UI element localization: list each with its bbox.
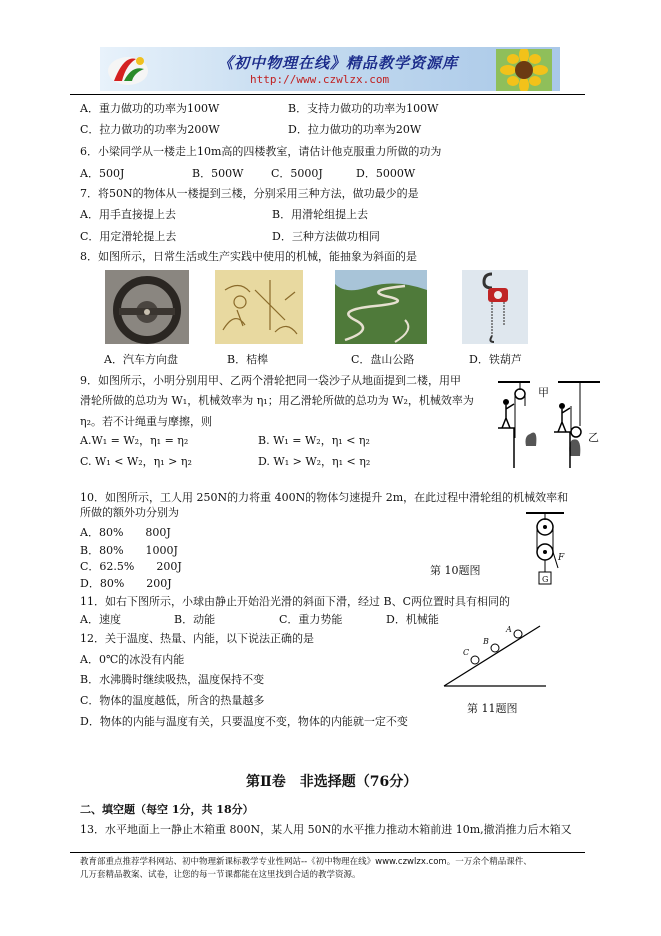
- q9-option-c: C. W₁ < W₂，η₁ > η₂: [80, 455, 192, 468]
- q8-caption-d: D．铁葫芦: [469, 353, 522, 366]
- section-title: 第Ⅱ卷 非选择题（76分）: [246, 774, 418, 790]
- q8-stem: 8．如图所示，日常生活或生产实践中使用的机械，能抽象为斜面的是: [80, 250, 417, 263]
- q8-caption-a: A．汽车方向盘: [104, 353, 178, 366]
- q6-option-b: B．500W: [192, 167, 244, 180]
- footer: [80, 856, 532, 882]
- q5-option-a: A．重力做功的功率为100W: [80, 102, 220, 115]
- q6-option-a: A．500J: [80, 167, 125, 180]
- steering-wheel-icon: [105, 270, 189, 344]
- q10-line-2: 所做的额外功分别为: [80, 506, 179, 519]
- q12-option-d: D．物体的内能与温度有关，只要温度不变，物体的内能就一定不变: [80, 715, 408, 728]
- q10-option-b: B．80% 1000J: [80, 544, 178, 557]
- well-sweep-icon: [215, 270, 303, 344]
- q6-stem: 6．小梁同学从一楼走上10m高的四楼教室，请估计他克服重力所做的功为: [80, 145, 442, 158]
- header-banner: [100, 47, 560, 91]
- q9-fig-label-yi: 乙: [588, 431, 599, 444]
- header-title: 《初中物理在线》精品教学资源库: [218, 54, 459, 72]
- pulley-figure-q9: [496, 376, 606, 468]
- q7-option-c: C．用定滑轮提上去: [80, 230, 177, 243]
- q9-option-b: B. W₁ = W₂，η₁ < η₂: [258, 434, 370, 447]
- footer-line-2: 几万套精品教案、试卷，让您的每一节课都能在这里找到合适的教学资源。: [80, 870, 361, 880]
- q11-fig-caption: 第 11题图: [467, 702, 518, 715]
- footer-line-1: 教育部重点推荐学科网站、初中物理新课标教学专业性网站--《初中物理在线》www.czwlzx.com。一万余个精品课件、: [80, 857, 532, 867]
- q8-caption-b: B．桔槔: [227, 353, 269, 366]
- q12-option-b: B．水沸腾时继续吸热，温度保持不变: [80, 673, 265, 686]
- q10-option-a: A．80% 800J: [80, 526, 171, 539]
- sunflower-icon: [496, 49, 552, 91]
- q6-option-c: C．5000J: [271, 167, 323, 180]
- q9-fig-label-jia: 甲: [538, 386, 549, 399]
- q11-stem: 11．如右下图所示，小球由静止开始沿光滑的斜面下滑，经过 B、C两位置时具有相同的: [80, 595, 510, 608]
- mountain-road-icon: [335, 270, 427, 344]
- footer-rule: [70, 852, 585, 853]
- chain-hoist-icon: [462, 270, 528, 344]
- q9-line-2: 滑轮所做的总功为 W₁，机械效率为 η₁；用乙滑轮所做的总功为 W₂，机械效率为: [80, 394, 474, 407]
- chain-hoist-image: [462, 270, 528, 344]
- q5-option-c: C．拉力做功的功率为200W: [80, 123, 220, 136]
- q5-option-b: B．支持力做功的功率为100W: [288, 102, 439, 115]
- q11-option-d: D．机械能: [386, 613, 439, 626]
- q9-line-1: 9．如图所示，小明分别用甲、乙两个滑轮把同一袋沙子从地面提到二楼，用甲: [80, 374, 461, 387]
- q10-line-1: 10．如图所示，工人用 250N的力将重 400N的物体匀速提升 2m，在此过程中滑轮组的机械效率和: [80, 491, 569, 504]
- q7-option-a: A．用手直接提上去: [80, 208, 176, 221]
- q11-fig-label-c: C: [463, 648, 470, 657]
- site-logo-icon: [106, 51, 150, 87]
- q5-option-d: D．拉力做功的功率为20W: [288, 123, 422, 136]
- q12-option-c: C．物体的温度越低，所含的热量越多: [80, 694, 265, 707]
- q11-fig-label-a: A: [506, 625, 512, 634]
- q12-stem: 12．关于温度、热量、内能，以下说法正确的是: [80, 632, 314, 645]
- steering-wheel-image: [105, 270, 189, 344]
- q9-option-d: D. W₁ > W₂，η₁ < η₂: [258, 455, 371, 468]
- q7-stem: 7．将50N的物体从一楼提到三楼，分别采用三种方法，做功最少的是: [80, 187, 419, 200]
- q10-fig-label-weight: G: [542, 575, 549, 584]
- well-sweep-image: [215, 270, 303, 344]
- q9-line-3: η₂。若不计绳重与摩擦，则: [80, 415, 212, 428]
- q10-fig-label-force: F: [558, 553, 565, 563]
- q11-option-b: B．动能: [174, 613, 216, 626]
- header-url[interactable]: http://www.czwlzx.com: [250, 73, 390, 86]
- q11-fig-label-b: B: [483, 637, 489, 646]
- q7-option-b: B．用滑轮组提上去: [272, 208, 369, 221]
- incline-figure-q11: [440, 616, 550, 690]
- q10-option-d: D．80% 200J: [80, 577, 172, 590]
- q10-option-c: C．62.5% 200J: [80, 560, 182, 573]
- q12-option-a: A．0℃的冰没有内能: [80, 653, 185, 666]
- q10-fig-caption: 第 10题图: [430, 564, 481, 577]
- header-rule: [70, 94, 585, 95]
- q9-option-a: A.W₁ = W₂，η₁ = η₂: [80, 434, 189, 447]
- q6-option-d: D．5000W: [356, 167, 416, 180]
- q11-option-a: A．速度: [80, 613, 121, 626]
- mountain-road-image: [335, 270, 427, 344]
- q7-option-d: D．三种方法做功相同: [272, 230, 380, 243]
- section-subtitle: 二、填空题（每空 1分，共 18分）: [80, 803, 254, 816]
- q13-stem: 13．水平地面上一静止木箱重 800N，某人用 50N的水平推力推动木箱前进 10m,撤消推力后木箱又: [80, 823, 572, 836]
- q11-option-c: C．重力势能: [279, 613, 343, 626]
- q8-caption-c: C．盘山公路: [351, 353, 415, 366]
